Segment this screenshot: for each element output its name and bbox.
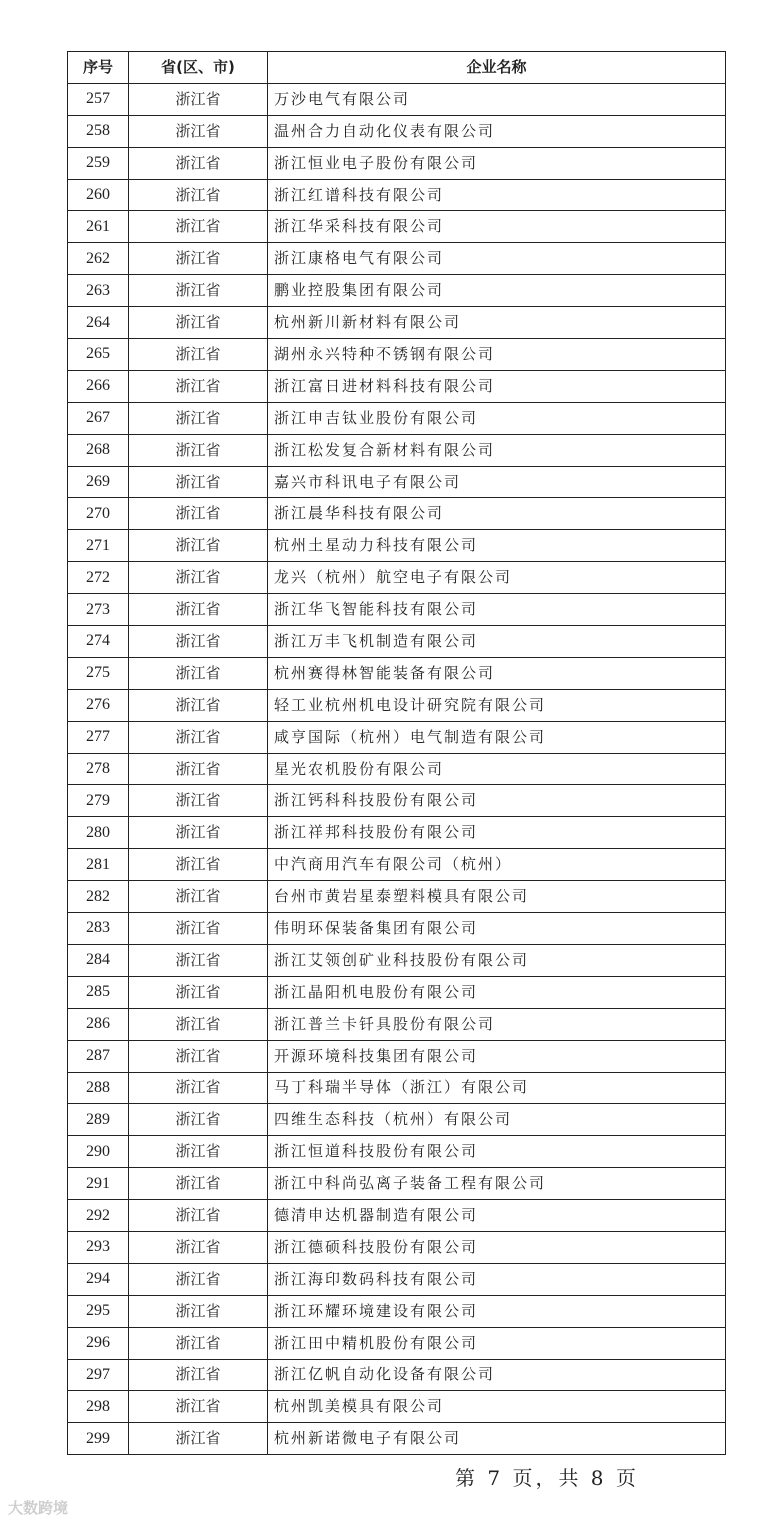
- row-province: 浙江省: [129, 562, 268, 594]
- row-company-name: 浙江康格电气有限公司: [268, 243, 726, 275]
- row-company-name: 轻工业杭州机电设计研究院有限公司: [268, 689, 726, 721]
- table-row: [68, 1263, 726, 1295]
- row-company-name: 浙江华飞智能科技有限公司: [268, 594, 726, 626]
- table-row: [68, 1104, 726, 1136]
- row-number: 269: [68, 466, 129, 498]
- row-number: 281: [68, 849, 129, 881]
- table-row: [68, 1391, 726, 1423]
- row-province: 浙江省: [129, 1072, 268, 1104]
- row-province: 浙江省: [129, 1295, 268, 1327]
- row-number: 274: [68, 626, 129, 658]
- row-company-name: 咸亨国际（杭州）电气制造有限公司: [268, 721, 726, 753]
- table-row: [68, 817, 726, 849]
- row-number: 272: [68, 562, 129, 594]
- row-province: 浙江省: [129, 913, 268, 945]
- row-number: 283: [68, 913, 129, 945]
- row-number: 278: [68, 753, 129, 785]
- row-company-name: 浙江中科尚弘离子装备工程有限公司: [268, 1168, 726, 1200]
- table-row: [68, 530, 726, 562]
- table-row: [68, 785, 726, 817]
- row-number: 259: [68, 147, 129, 179]
- row-company-name: 中汽商用汽车有限公司（杭州）: [268, 849, 726, 881]
- row-company-name: 浙江德硕科技股份有限公司: [268, 1231, 726, 1263]
- table-row: [68, 370, 726, 402]
- table-row: [68, 211, 726, 243]
- row-province: 浙江省: [129, 1359, 268, 1391]
- row-company-name: 伟明环保装备集团有限公司: [268, 913, 726, 945]
- table-row: [68, 1295, 726, 1327]
- table-row: [68, 1168, 726, 1200]
- row-province: 浙江省: [129, 1263, 268, 1295]
- row-company-name: 浙江华采科技有限公司: [268, 211, 726, 243]
- row-province: 浙江省: [129, 657, 268, 689]
- row-province: 浙江省: [129, 1231, 268, 1263]
- table-row: [68, 594, 726, 626]
- row-province: 浙江省: [129, 881, 268, 913]
- row-province: 浙江省: [129, 1200, 268, 1232]
- table-row: [68, 944, 726, 976]
- table-row: [68, 339, 726, 371]
- table-row: [68, 913, 726, 945]
- row-company-name: 浙江富日进材料科技有限公司: [268, 370, 726, 402]
- row-number: 265: [68, 339, 129, 371]
- table-row: [68, 434, 726, 466]
- row-company-name: 浙江祥邦科技股份有限公司: [268, 817, 726, 849]
- row-company-name: 浙江田中精机股份有限公司: [268, 1327, 726, 1359]
- row-company-name: 马丁科瑞半导体（浙江）有限公司: [268, 1072, 726, 1104]
- row-province: 浙江省: [129, 1327, 268, 1359]
- table-row: [68, 881, 726, 913]
- row-number: 284: [68, 944, 129, 976]
- row-number: 286: [68, 1008, 129, 1040]
- row-company-name: 浙江海印数码科技有限公司: [268, 1263, 726, 1295]
- row-province: 浙江省: [129, 339, 268, 371]
- row-province: 浙江省: [129, 721, 268, 753]
- table-row: [68, 147, 726, 179]
- row-number: 279: [68, 785, 129, 817]
- row-company-name: 浙江普兰卡钎具股份有限公司: [268, 1008, 726, 1040]
- table-row: [68, 179, 726, 211]
- row-number: 260: [68, 179, 129, 211]
- row-number: 280: [68, 817, 129, 849]
- header-company-name: 企业名称: [268, 52, 726, 84]
- row-number: 291: [68, 1168, 129, 1200]
- row-company-name: 杭州凯美模具有限公司: [268, 1391, 726, 1423]
- row-number: 285: [68, 976, 129, 1008]
- table-row: [68, 115, 726, 147]
- table-row: [68, 1327, 726, 1359]
- row-number: 266: [68, 370, 129, 402]
- row-company-name: 浙江艾领创矿业科技股份有限公司: [268, 944, 726, 976]
- row-number: 258: [68, 115, 129, 147]
- row-province: 浙江省: [129, 785, 268, 817]
- table-row: [68, 1040, 726, 1072]
- row-number: 273: [68, 594, 129, 626]
- row-number: 268: [68, 434, 129, 466]
- row-province: 浙江省: [129, 1136, 268, 1168]
- table-row: [68, 976, 726, 1008]
- row-number: 288: [68, 1072, 129, 1104]
- row-company-name: 浙江晨华科技有限公司: [268, 498, 726, 530]
- row-company-name: 浙江环耀环境建设有限公司: [268, 1295, 726, 1327]
- row-number: 270: [68, 498, 129, 530]
- row-province: 浙江省: [129, 944, 268, 976]
- watermark-logo: 大数跨境: [8, 1499, 69, 1517]
- table-row: [68, 243, 726, 275]
- row-province: 浙江省: [129, 817, 268, 849]
- row-province: 浙江省: [129, 243, 268, 275]
- table-row: [68, 1359, 726, 1391]
- table-row: [68, 657, 726, 689]
- row-company-name: 浙江松发复合新材料有限公司: [268, 434, 726, 466]
- table-row: [68, 498, 726, 530]
- row-company-name: 浙江晶阳机电股份有限公司: [268, 976, 726, 1008]
- row-province: 浙江省: [129, 370, 268, 402]
- row-province: 浙江省: [129, 626, 268, 658]
- table-row: [68, 689, 726, 721]
- row-province: 浙江省: [129, 307, 268, 339]
- row-province: 浙江省: [129, 689, 268, 721]
- row-province: 浙江省: [129, 434, 268, 466]
- row-number: 299: [68, 1423, 129, 1455]
- row-company-name: 台州市黄岩星泰塑料模具有限公司: [268, 881, 726, 913]
- row-number: 261: [68, 211, 129, 243]
- row-company-name: 嘉兴市科讯电子有限公司: [268, 466, 726, 498]
- row-number: 295: [68, 1295, 129, 1327]
- row-province: 浙江省: [129, 147, 268, 179]
- row-company-name: 浙江亿帆自动化设备有限公司: [268, 1359, 726, 1391]
- table-row: [68, 1231, 726, 1263]
- table-row: [68, 466, 726, 498]
- row-company-name: 浙江申吉钛业股份有限公司: [268, 402, 726, 434]
- table-row: [68, 1008, 726, 1040]
- table-row: [68, 721, 726, 753]
- row-number: 292: [68, 1200, 129, 1232]
- row-province: 浙江省: [129, 211, 268, 243]
- row-company-name: 浙江钙科科技股份有限公司: [268, 785, 726, 817]
- row-number: 297: [68, 1359, 129, 1391]
- row-number: 257: [68, 83, 129, 115]
- row-province: 浙江省: [129, 530, 268, 562]
- table-row: [68, 849, 726, 881]
- row-province: 浙江省: [129, 498, 268, 530]
- table-row: [68, 402, 726, 434]
- table-row: [68, 83, 726, 115]
- table-row: [68, 1136, 726, 1168]
- row-number: 276: [68, 689, 129, 721]
- row-province: 浙江省: [129, 753, 268, 785]
- row-number: 277: [68, 721, 129, 753]
- row-province: 浙江省: [129, 1391, 268, 1423]
- row-province: 浙江省: [129, 594, 268, 626]
- row-province: 浙江省: [129, 976, 268, 1008]
- table-row: [68, 626, 726, 658]
- row-number: 275: [68, 657, 129, 689]
- row-company-name: 龙兴（杭州）航空电子有限公司: [268, 562, 726, 594]
- row-number: 264: [68, 307, 129, 339]
- row-number: 293: [68, 1231, 129, 1263]
- row-company-name: 温州合力自动化仪表有限公司: [268, 115, 726, 147]
- row-number: 298: [68, 1391, 129, 1423]
- page-number: 第 7 页，共 8 页: [455, 1466, 639, 1490]
- row-company-name: 浙江万丰飞机制造有限公司: [268, 626, 726, 658]
- table-header-row: [68, 52, 726, 84]
- row-number: 271: [68, 530, 129, 562]
- row-number: 262: [68, 243, 129, 275]
- row-company-name: 德清申达机器制造有限公司: [268, 1200, 726, 1232]
- table-row: [68, 1072, 726, 1104]
- row-province: 浙江省: [129, 1423, 268, 1455]
- row-number: 296: [68, 1327, 129, 1359]
- row-number: 290: [68, 1136, 129, 1168]
- row-province: 浙江省: [129, 115, 268, 147]
- table-row: [68, 307, 726, 339]
- header-province: 省(区、市): [129, 52, 268, 84]
- row-company-name: 开源环境科技集团有限公司: [268, 1040, 726, 1072]
- table-row: [68, 1200, 726, 1232]
- company-table: [67, 51, 726, 1455]
- row-company-name: 星光农机股份有限公司: [268, 753, 726, 785]
- row-province: 浙江省: [129, 83, 268, 115]
- row-number: 289: [68, 1104, 129, 1136]
- row-province: 浙江省: [129, 849, 268, 881]
- row-company-name: 杭州新川新材料有限公司: [268, 307, 726, 339]
- row-company-name: 浙江恒道科技股份有限公司: [268, 1136, 726, 1168]
- table-row: [68, 1423, 726, 1455]
- table-row: [68, 562, 726, 594]
- row-number: 282: [68, 881, 129, 913]
- row-number: 263: [68, 275, 129, 307]
- row-company-name: 浙江红谱科技有限公司: [268, 179, 726, 211]
- row-company-name: 浙江恒业电子股份有限公司: [268, 147, 726, 179]
- table-row: [68, 753, 726, 785]
- row-province: 浙江省: [129, 1040, 268, 1072]
- row-number: 287: [68, 1040, 129, 1072]
- row-province: 浙江省: [129, 179, 268, 211]
- table-row: [68, 275, 726, 307]
- row-province: 浙江省: [129, 466, 268, 498]
- row-company-name: 杭州土星动力科技有限公司: [268, 530, 726, 562]
- row-company-name: 四维生态科技（杭州）有限公司: [268, 1104, 726, 1136]
- header-num: 序号: [68, 52, 129, 84]
- row-company-name: 万沙电气有限公司: [268, 83, 726, 115]
- row-company-name: 杭州赛得林智能装备有限公司: [268, 657, 726, 689]
- row-province: 浙江省: [129, 1168, 268, 1200]
- row-province: 浙江省: [129, 1008, 268, 1040]
- row-number: 267: [68, 402, 129, 434]
- row-company-name: 杭州新诺微电子有限公司: [268, 1423, 726, 1455]
- row-province: 浙江省: [129, 275, 268, 307]
- row-company-name: 湖州永兴特种不锈钢有限公司: [268, 339, 726, 371]
- row-company-name: 鹏业控股集团有限公司: [268, 275, 726, 307]
- row-province: 浙江省: [129, 402, 268, 434]
- row-number: 294: [68, 1263, 129, 1295]
- row-province: 浙江省: [129, 1104, 268, 1136]
